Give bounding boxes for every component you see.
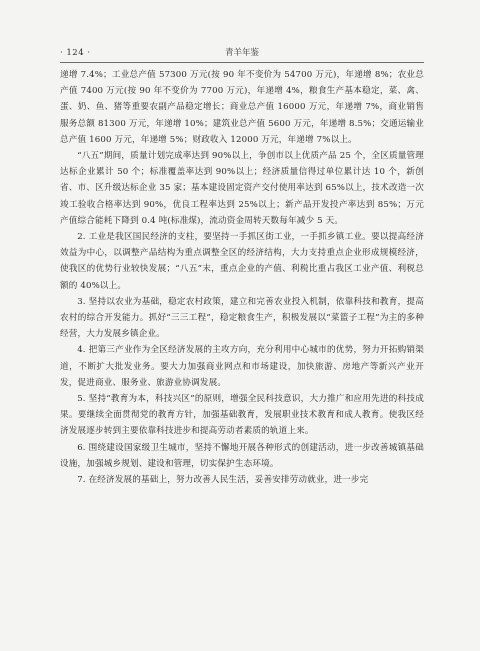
paragraph-eighth-five-year-plan: “八五”期间，质量计划完成率达到 90%以上，争创市以上优质产品 25 个，全区质量管理达标企业累计 50 个；标准覆盖率达到 90%以上；经济质量信得过单位累计达 10 个，新创省、市、区升级达标企业 35 家；基本建设固定资产交付使用率达到 65%以上，技术改造一次竣工验收合格率达到 90%，优良工程率达到 25%以上；新产品开发投产率达到 85%；万元产值综合能耗下降到 0.4 吨(标准煤)，流动资金周转天数每年减少 5 天。 bbox=[60, 151, 424, 226]
paragraph-item-4-tertiary: 4. 把第三产业作为全区经济发展的主攻方向，充分利用中心城市的优势，努力开拓购销渠道，不断扩大批发业务。要大力加强商业网点和市场建设，加快旅游、房地产等新兴产业开发，促进商业、服务业、旅游业协调发展。 bbox=[60, 345, 424, 388]
running-header bbox=[60, 44, 424, 63]
book-title: 青羊年鉴 bbox=[224, 48, 260, 58]
page-number: · 124 · bbox=[60, 48, 91, 58]
paragraph-item-7-livelihood: 7. 在经济发展的基础上，努力改善人民生活，妥善安排劳动就业，进一步完 bbox=[77, 475, 369, 486]
paragraph-continuation: 递增 7.4%；工业总产值 57300 万元(按 90 年不变价为 54700 万元)，年递增 8%；农业总产值 7400 万元(按 90 年不变价为 7700 万元)，年递增 4%，粮食生产基本稳定，菜、禽、蛋、奶、鱼、猪等重要农副产品稳定增长；商业总产值 16000 万元，年递增 7%，商业销售服务总额 81300 万元，年递增 10%；建筑业总产值 5600 万元，年递增 8.5%；交通运输业总产值 1600 万元，年递增 5%；财政收入 12000 万元，年递增 7%以上。 bbox=[60, 70, 424, 145]
paragraph-item-6-sanitation: 6. 围绕建设国家级卫生城市，坚持不懈地开展各种形式的创建活动，进一步改善城镇基础设施，加强城乡规划、建设和管理，切实保护生态环境。 bbox=[60, 442, 424, 469]
paragraph-item-3-agriculture: 3. 坚持以农业为基础，稳定农村政策，建立和完善农业投入机制，依靠科技和教育，提高农村的综合开发能力。抓好“三三工程”，稳定粮食生产，积极发展以“菜篮子工程”为主的多种经营，大力发展乡镇企业。 bbox=[60, 296, 424, 340]
paragraph-item-5-education: 5. 坚持“教育为本，科技兴区”的原则，增强全民科技意识，大力推广和应用先进的科技成果。要继续全面贯彻党的教育方针，加强基础教育，发展职业技术教育和成人教育。使我区经济发展逐步转到主要依靠科技进步和提高劳动者素质的轨道上来。 bbox=[60, 394, 424, 437]
paragraph-item-2-industry: 2. 工业是我区国民经济的支柱，要坚持一手抓区街工业，一手抓乡镇工业。要以提高经济效益为中心，以调整产品结构为重点调整全区的经济结构，大力支持重点企业形成规模经济，使我区的优势行业较快发展；“八五”末，重点企业的产值、利税比重占我区工业产值、利税总额的 40%以上。 bbox=[60, 232, 424, 291]
